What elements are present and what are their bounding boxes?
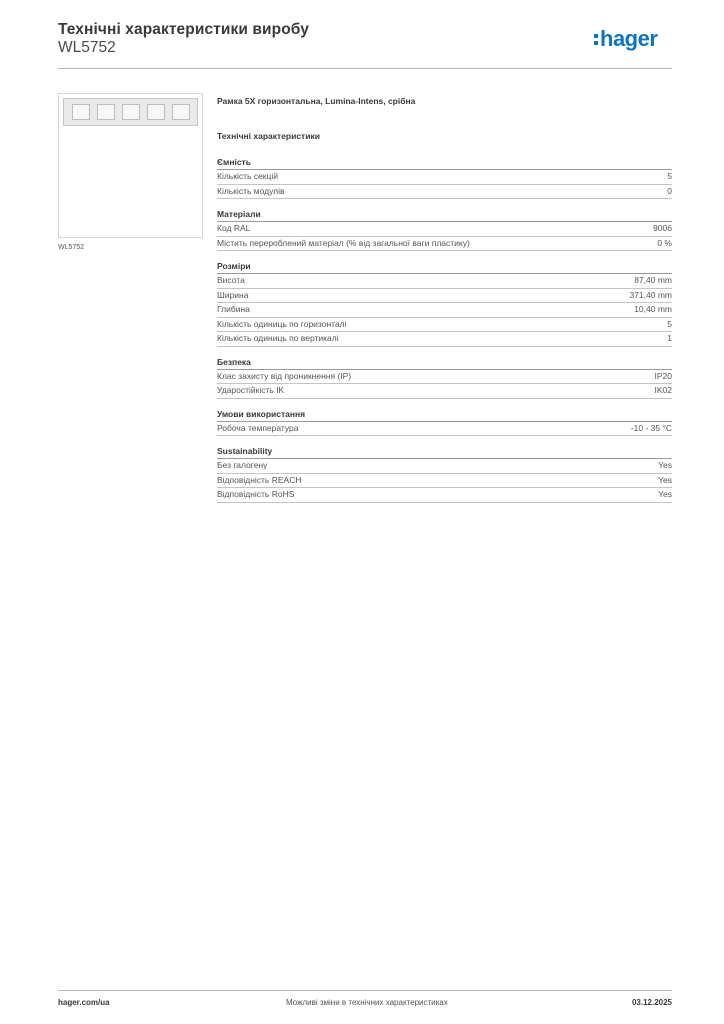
spec-group: [217, 156, 672, 199]
spec-group: [217, 445, 672, 503]
spec-value: -10 - 35 °C: [630, 422, 672, 433]
spec-value: 10,40 mm: [634, 304, 672, 314]
spec-value: Yes: [658, 489, 672, 499]
spec-value: 1: [667, 333, 672, 343]
page-title: Технічні характеристики виробу: [58, 21, 309, 38]
spec-value: IK02: [654, 385, 672, 395]
footer-website-link[interactable]: hager.com/ua: [58, 998, 110, 1007]
spec-group-title: Матеріали: [217, 208, 672, 222]
footer-date: 03.12.2025: [631, 998, 672, 1007]
frame-cell: [72, 104, 90, 120]
spec-label: Робоча температура: [217, 422, 299, 433]
spec-value: Yes: [658, 460, 672, 470]
spec-group-title: Безпека: [217, 356, 672, 370]
spec-row: [217, 185, 672, 200]
frame-illustration: [63, 98, 198, 126]
spec-row: [217, 237, 672, 252]
spec-row: [217, 474, 672, 489]
spec-group: [217, 208, 672, 251]
spec-value: Yes: [658, 474, 672, 485]
spec-row: [217, 488, 672, 503]
spec-value: IP20: [654, 370, 672, 381]
spec-label: Клас захисту від проникнення (IP): [217, 370, 352, 381]
spec-row: [217, 170, 672, 185]
spec-row: [217, 384, 672, 399]
spec-label: Кількість модулів: [217, 185, 285, 196]
spec-value: 0: [667, 185, 672, 196]
spec-value: 371,40 mm: [629, 289, 672, 300]
spec-content: [217, 96, 672, 512]
spec-row: [217, 318, 672, 333]
spec-row: [217, 303, 672, 318]
product-image: [58, 93, 203, 238]
spec-label: Ударостійкість IK: [217, 385, 285, 395]
logo-text: hager: [600, 26, 658, 51]
spec-group: [217, 260, 672, 347]
spec-row: [217, 422, 672, 437]
header-divider: [58, 68, 672, 69]
spec-group-title: Ємність: [217, 156, 672, 170]
spec-label: Висота: [217, 275, 245, 285]
spec-label: Кількість одиниць по вертикалі: [217, 333, 339, 343]
spec-label: Ширина: [217, 289, 249, 300]
spec-group-title: Sustainability: [217, 445, 672, 459]
spec-row: [217, 222, 672, 237]
spec-group: [217, 408, 672, 437]
spec-label: Містить перероблений матеріал (% від загальної ваги пластику): [217, 237, 470, 248]
spec-label: Код RAL: [217, 223, 251, 233]
footer-divider: [58, 990, 672, 991]
spec-label: Без галогену: [217, 460, 268, 470]
frame-cell: [172, 104, 190, 120]
logo-dots-icon: [594, 34, 598, 45]
spec-groups: [217, 156, 672, 503]
spec-label: Кількість секцій: [217, 171, 278, 181]
image-caption: WL5752: [58, 244, 85, 251]
frame-cell: [147, 104, 165, 120]
frame-cell: [122, 104, 140, 120]
product-code: WL5752: [58, 39, 116, 56]
spec-row: [217, 370, 672, 385]
section-title: Технічні характеристики: [217, 131, 320, 141]
spec-row: [217, 289, 672, 304]
spec-group-title: Умови використання: [217, 408, 672, 422]
spec-value: 9006: [653, 223, 672, 233]
spec-row: [217, 274, 672, 289]
spec-value: 87,40 mm: [634, 275, 672, 285]
product-name: Рамка 5X горизонтальна, Lumina-Intens, срібна: [217, 96, 416, 106]
footer-disclaimer: Можливі зміни в технічних характеристиках: [286, 998, 448, 1007]
spec-group-title: Розміри: [217, 260, 672, 274]
spec-group: [217, 356, 672, 399]
frame-cell: [97, 104, 115, 120]
spec-label: Відповідність RoHS: [217, 489, 295, 499]
spec-value: 5: [667, 171, 672, 181]
spec-value: 0 %: [657, 237, 672, 248]
spec-value: 5: [667, 318, 672, 329]
spec-label: Глибина: [217, 304, 250, 314]
spec-row: [217, 459, 672, 474]
hager-logo: [594, 28, 657, 50]
spec-row: [217, 332, 672, 347]
spec-label: Відповідність REACH: [217, 474, 302, 485]
spec-label: Кількість одиниць по горизонталі: [217, 318, 347, 329]
